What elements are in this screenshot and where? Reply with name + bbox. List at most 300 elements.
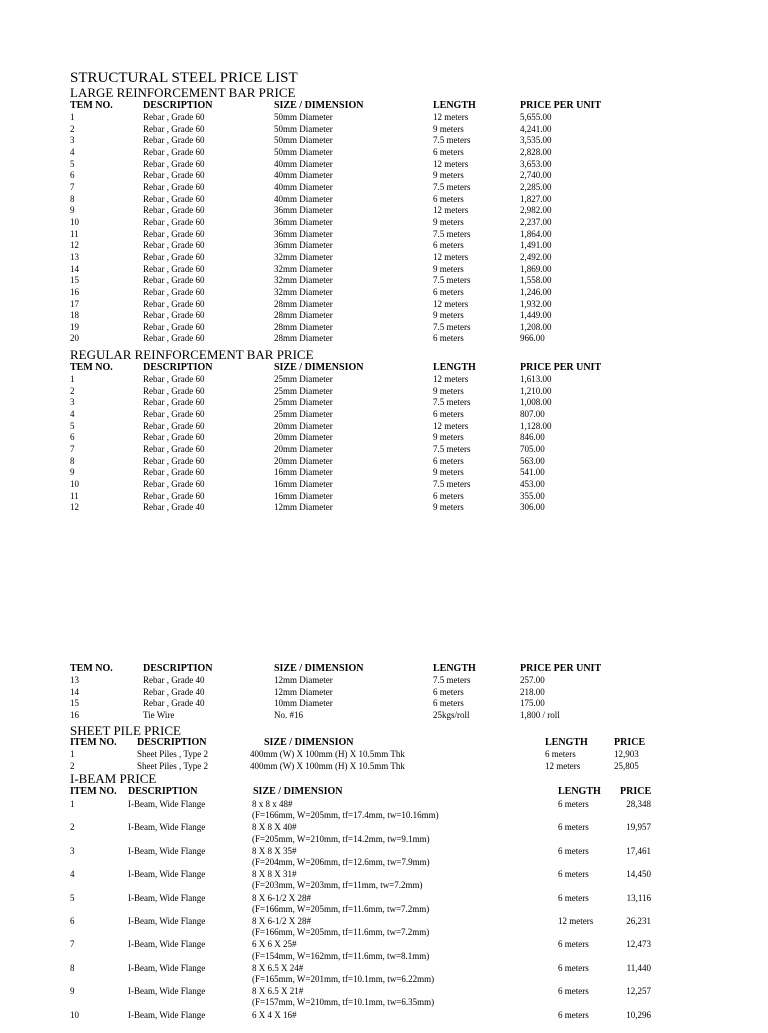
cell-length: 7.5 meters — [433, 321, 471, 332]
cell-item-no: 2 — [70, 760, 75, 771]
cell-description: Sheet Piles , Type 2 — [137, 749, 208, 759]
table-row — [70, 822, 654, 845]
cell-size: 16mm Diameter — [274, 478, 333, 489]
cell-size: 20mm Diameter — [274, 432, 333, 443]
cell-price: 563.00 — [520, 455, 545, 466]
cell-item-no: 8 — [70, 962, 75, 973]
cell-description: Rebar , Grade 60 — [143, 455, 205, 466]
cell-length: 7.5 meters — [433, 135, 471, 146]
cell-description: Rebar , Grade 60 — [143, 420, 205, 431]
cell-size: 50mm Diameter — [274, 135, 333, 146]
cell-item-no: 1 — [70, 749, 75, 759]
table-row — [70, 252, 630, 264]
cell-description: Rebar , Grade 60 — [143, 158, 205, 169]
cell-size: 40mm Diameter — [274, 193, 333, 204]
cell-item-no: 6 — [70, 915, 75, 926]
col-description: DESCRIPTION — [137, 737, 207, 748]
cell-price: 4,241.00 — [520, 123, 552, 134]
cell-length: 12 meters — [433, 112, 469, 122]
large-rebar-table — [70, 100, 630, 345]
table-row — [70, 159, 630, 171]
table-row — [70, 1010, 654, 1033]
section-heading-large-rebar: LARGE REINFORCEMENT BAR PRICE — [70, 85, 296, 100]
cell-price: 26,231 — [626, 915, 651, 926]
cell-size: 20mm Diameter — [274, 443, 333, 454]
cell-item-no: 17 — [70, 298, 79, 309]
cell-size: 32mm Diameter — [274, 251, 333, 262]
cell-price: 25,805 — [614, 760, 639, 771]
table-row — [70, 112, 630, 124]
cell-price: 1,008.00 — [520, 397, 552, 408]
cell-size: 25mm Diameter — [274, 408, 333, 419]
table-row — [70, 386, 630, 398]
col-length: LENGTH — [433, 663, 476, 674]
cell-item-no: 4 — [70, 869, 75, 880]
cell-size: 32mm Diameter — [274, 275, 333, 286]
col-size: SIZE / DIMENSION — [253, 786, 343, 797]
cell-size: 8 X 6.5 X 24# — [252, 962, 304, 973]
table-row — [70, 397, 630, 409]
cell-item-no: 12 — [70, 502, 79, 513]
cell-description: Rebar , Grade 60 — [143, 216, 205, 227]
cell-description: Rebar , Grade 60 — [143, 333, 205, 344]
table-row — [70, 698, 630, 710]
cell-price: 1,128.00 — [520, 420, 552, 431]
table-row — [70, 240, 630, 252]
cell-size-detail: (F=205mm, W=210mm, tf=14.2mm, tw=9.1mm) — [252, 833, 430, 844]
section-heading-sheet-pile: SHEET PILE PRICE — [70, 723, 181, 738]
i-beam-table — [70, 786, 654, 1033]
cell-item-no: 13 — [70, 675, 79, 685]
cell-price: 355.00 — [520, 490, 545, 501]
col-length: LENGTH — [558, 786, 601, 797]
table-row — [70, 322, 630, 334]
table-row — [70, 170, 630, 182]
section-heading-regular-rebar: REGULAR REINFORCEMENT BAR PRICE — [70, 347, 314, 362]
cell-length: 9 meters — [433, 432, 464, 443]
cell-length: 12 meters — [433, 420, 469, 431]
cell-price: 12,903 — [614, 749, 639, 759]
cell-size: 20mm Diameter — [274, 420, 333, 431]
cell-length: 6 meters — [433, 408, 464, 419]
cell-description: Rebar , Grade 60 — [143, 478, 205, 489]
col-description: DESCRIPTION — [128, 786, 198, 797]
cell-item-no: 18 — [70, 310, 79, 321]
table-row — [70, 194, 630, 206]
cell-size: 6 X 6 X 25# — [252, 939, 297, 950]
cell-size: 8 X 8 X 31# — [252, 869, 297, 880]
cell-description: Rebar , Grade 60 — [143, 170, 205, 181]
cell-description: Rebar , Grade 60 — [143, 490, 205, 501]
cell-size: 40mm Diameter — [274, 158, 333, 169]
cell-item-no: 12 — [70, 240, 79, 251]
cell-length: 6 meters — [433, 686, 464, 697]
table-body — [70, 798, 654, 1033]
cell-item-no: 16 — [70, 286, 79, 297]
cell-description: Rebar , Grade 60 — [143, 432, 205, 443]
cell-size: 28mm Diameter — [274, 321, 333, 332]
table-row — [70, 310, 630, 322]
table-row — [70, 467, 630, 479]
cell-description: Rebar , Grade 60 — [143, 263, 205, 274]
table-row — [70, 749, 660, 761]
cell-length: 6 meters — [545, 749, 576, 759]
cell-description: Rebar , Grade 60 — [143, 181, 205, 192]
col-price: PRICE PER UNIT — [520, 663, 602, 674]
cell-description: I-Beam, Wide Flange — [128, 845, 206, 856]
cell-price: 1,800 / roll — [520, 709, 560, 720]
col-item-no: ITEM NO. — [70, 737, 117, 748]
cell-size-detail: (F=166mm, W=205mm, tf=11.6mm, tw=7.2mm) — [252, 903, 430, 914]
cell-size: 8 X 6-1/2 X 28# — [252, 915, 311, 926]
table-header — [70, 663, 630, 675]
cell-price: 218.00 — [520, 686, 545, 697]
cell-description: Rebar , Grade 60 — [143, 135, 205, 146]
cell-length: 6 meters — [558, 822, 589, 833]
col-length: LENGTH — [545, 737, 588, 748]
cell-price: 1,613.00 — [520, 374, 552, 384]
sheet-pile-table — [70, 737, 660, 772]
cell-price: 28,348 — [626, 799, 651, 809]
regular-rebar-table — [70, 362, 630, 514]
cell-description: Rebar , Grade 60 — [143, 286, 205, 297]
col-item-no: ITEM NO. — [70, 786, 117, 797]
cell-length: 6 meters — [558, 939, 589, 950]
cell-item-no: 20 — [70, 333, 79, 344]
table-header — [70, 100, 630, 112]
cell-item-no: 9 — [70, 467, 75, 478]
col-price: PRICE PER UNIT — [520, 362, 602, 373]
cell-size: 40mm Diameter — [274, 181, 333, 192]
table-row — [70, 963, 654, 986]
cell-price: 1,558.00 — [520, 275, 552, 286]
cell-description: Rebar , Grade 60 — [143, 443, 205, 454]
cell-size: 32mm Diameter — [274, 263, 333, 274]
cell-item-no: 14 — [70, 263, 79, 274]
table-row — [70, 846, 654, 869]
cell-description: Rebar , Grade 60 — [143, 240, 205, 251]
cell-description: I-Beam, Wide Flange — [128, 962, 206, 973]
col-size: SIZE / DIMENSION — [274, 100, 364, 111]
table-row — [70, 264, 630, 276]
cell-length: 9 meters — [433, 216, 464, 227]
cell-price: 541.00 — [520, 467, 545, 478]
cell-item-no: 16 — [70, 709, 79, 720]
col-length: LENGTH — [433, 362, 476, 373]
cell-size-detail: (F=157mm, W=210mm, tf=10.1mm, tw=6.35mm) — [252, 997, 435, 1008]
cell-length: 9 meters — [433, 385, 464, 396]
cell-size-detail: (F=166mm, W=205mm, tf=11.6mm, tw=7.2mm) — [252, 927, 430, 938]
table-row — [70, 710, 630, 722]
col-size: SIZE / DIMENSION — [264, 737, 354, 748]
cell-description: Rebar , Grade 60 — [143, 112, 205, 122]
cell-length: 6 meters — [433, 455, 464, 466]
cell-item-no: 8 — [70, 455, 75, 466]
cell-size: 8 X 8 X 40# — [252, 822, 297, 833]
cell-price: 1,869.00 — [520, 263, 552, 274]
table-row — [70, 687, 630, 699]
cell-price: 12,257 — [626, 986, 651, 997]
cell-description: Rebar , Grade 60 — [143, 321, 205, 332]
cell-item-no: 7 — [70, 939, 75, 950]
cell-length: 6 meters — [433, 240, 464, 251]
cell-size: 25mm Diameter — [274, 385, 333, 396]
cell-price: 2,982.00 — [520, 205, 552, 216]
cell-description: I-Beam, Wide Flange — [128, 822, 206, 833]
cell-length: 12 meters — [433, 298, 469, 309]
cell-description: Rebar , Grade 60 — [143, 123, 205, 134]
cell-item-no: 4 — [70, 146, 75, 157]
table-row — [70, 939, 654, 962]
col-length: LENGTH — [433, 100, 476, 111]
cell-size: 16mm Diameter — [274, 467, 333, 478]
cell-price: 257.00 — [520, 675, 545, 685]
col-price: PRICE — [620, 786, 652, 797]
cell-item-no: 7 — [70, 181, 75, 192]
cell-size-detail: (F=203mm, W=203mm, tf=11mm, tw=7.2mm) — [252, 880, 423, 891]
col-description: DESCRIPTION — [143, 362, 213, 373]
cell-description: Rebar , Grade 60 — [143, 205, 205, 216]
cell-size: No. #16 — [274, 709, 303, 720]
cell-length: 6 meters — [558, 845, 589, 856]
table-row — [70, 229, 630, 241]
table-row — [70, 893, 654, 916]
table-body — [70, 374, 630, 514]
cell-length: 9 meters — [433, 263, 464, 274]
cell-item-no: 3 — [70, 845, 75, 856]
table-row — [70, 374, 630, 386]
table-row — [70, 916, 654, 939]
cell-price: 2,492.00 — [520, 251, 552, 262]
page-title: STRUCTURAL STEEL PRICE LIST — [70, 70, 298, 86]
cell-item-no: 2 — [70, 123, 75, 134]
cell-item-no: 10 — [70, 216, 79, 227]
cell-description: I-Beam, Wide Flange — [128, 869, 206, 880]
table-body — [70, 112, 630, 345]
col-price: PRICE PER UNIT — [520, 100, 602, 111]
cell-item-no: 5 — [70, 158, 75, 169]
table-row — [70, 205, 630, 217]
cell-description: Rebar , Grade 60 — [143, 228, 205, 239]
cell-size: 28mm Diameter — [274, 310, 333, 321]
cell-item-no: 2 — [70, 385, 75, 396]
cell-price: 175.00 — [520, 698, 545, 709]
cell-length: 12 meters — [433, 158, 469, 169]
cell-size: 12mm Diameter — [274, 686, 333, 697]
cell-item-no: 6 — [70, 432, 75, 443]
table-row — [70, 479, 630, 491]
cell-price: 1,864.00 — [520, 228, 552, 239]
cell-item-no: 3 — [70, 135, 75, 146]
cell-item-no: 7 — [70, 443, 75, 454]
cell-length: 6 meters — [433, 698, 464, 709]
table-row — [70, 217, 630, 229]
table-row — [70, 986, 654, 1009]
col-item-no: TEM NO. — [70, 100, 113, 111]
cell-length: 25kgs/roll — [433, 709, 470, 720]
cell-size: 36mm Diameter — [274, 240, 333, 251]
table-row — [70, 491, 630, 503]
cell-price: 11,440 — [626, 962, 651, 973]
cell-price: 306.00 — [520, 502, 545, 513]
cell-size: 25mm Diameter — [274, 397, 333, 408]
cell-item-no: 1 — [70, 112, 75, 122]
cell-size: 8 x 8 x 48# — [252, 799, 293, 809]
cell-length: 9 meters — [433, 502, 464, 513]
cell-length: 6 meters — [433, 146, 464, 157]
cell-length: 7.5 meters — [433, 675, 471, 685]
table-row — [70, 135, 630, 147]
cell-description: Sheet Piles , Type 2 — [137, 760, 208, 771]
cell-price: 1,208.00 — [520, 321, 552, 332]
table-row — [70, 147, 630, 159]
table-row — [70, 182, 630, 194]
cell-length: 9 meters — [433, 467, 464, 478]
cell-length: 6 meters — [433, 490, 464, 501]
cell-price: 2,237.00 — [520, 216, 552, 227]
cell-length: 12 meters — [433, 251, 469, 262]
cell-size-detail: (F=204mm, W=206mm, tf=12.6mm, tw=7.9mm) — [252, 856, 430, 867]
col-price: PRICE — [614, 737, 646, 748]
cell-item-no: 15 — [70, 275, 79, 286]
cell-description: I-Beam, Wide Flange — [128, 892, 206, 903]
cell-item-no: 19 — [70, 321, 79, 332]
table-row — [70, 432, 630, 444]
table-row — [70, 299, 630, 311]
cell-item-no: 8 — [70, 193, 75, 204]
cell-price: 13,116 — [626, 892, 651, 903]
cell-price: 705.00 — [520, 443, 545, 454]
cell-price: 10,296 — [626, 1009, 651, 1020]
table-row — [70, 444, 630, 456]
cell-description: Rebar , Grade 60 — [143, 408, 205, 419]
cell-length: 12 meters — [433, 205, 469, 216]
cell-price: 3,535.00 — [520, 135, 552, 146]
cell-item-no: 2 — [70, 822, 75, 833]
cell-size: 50mm Diameter — [274, 112, 333, 122]
table-row — [70, 869, 654, 892]
col-size: SIZE / DIMENSION — [274, 362, 364, 373]
cell-item-no: 3 — [70, 397, 75, 408]
table-row — [70, 675, 630, 687]
cell-description: Rebar , Grade 60 — [143, 467, 205, 478]
cell-price: 1,932.00 — [520, 298, 552, 309]
cell-length: 6 meters — [558, 799, 589, 809]
cell-length: 9 meters — [433, 310, 464, 321]
cell-length: 6 meters — [558, 962, 589, 973]
col-description: DESCRIPTION — [143, 100, 213, 111]
cell-length: 7.5 meters — [433, 478, 471, 489]
table-body — [70, 675, 630, 722]
cell-size: 400mm (W) X 100mm (H) X 10.5mm Thk — [250, 760, 405, 771]
table-row — [70, 275, 630, 287]
cell-item-no: 10 — [70, 478, 79, 489]
cell-length: 7.5 meters — [433, 397, 471, 408]
table-row — [70, 421, 630, 433]
cell-price: 5,655.00 — [520, 112, 552, 122]
table-row — [70, 456, 630, 468]
cell-size: 400mm (W) X 100mm (H) X 10.5mm Thk — [250, 749, 405, 759]
table-row — [70, 124, 630, 136]
cell-size: 28mm Diameter — [274, 333, 333, 344]
cell-length: 12 meters — [558, 915, 594, 926]
cell-price: 1,449.00 — [520, 310, 552, 321]
cell-price: 966.00 — [520, 333, 545, 344]
cell-description: Rebar , Grade 60 — [143, 298, 205, 309]
cell-size: 28mm Diameter — [274, 298, 333, 309]
cell-description: I-Beam, Wide Flange — [128, 939, 206, 950]
cell-description: Rebar , Grade 60 — [143, 385, 205, 396]
cell-description: Rebar , Grade 60 — [143, 374, 205, 384]
cell-length: 6 meters — [558, 869, 589, 880]
cell-length: 7.5 meters — [433, 275, 471, 286]
cell-price: 3,653.00 — [520, 158, 552, 169]
cell-description: Rebar , Grade 40 — [143, 502, 205, 513]
cell-length: 7.5 meters — [433, 443, 471, 454]
cell-size: 6 X 4 X 16# — [252, 1009, 297, 1020]
col-size: SIZE / DIMENSION — [274, 663, 364, 674]
table-row — [70, 287, 630, 299]
cell-description: Rebar , Grade 40 — [143, 675, 205, 685]
cell-item-no: 5 — [70, 420, 75, 431]
cell-price: 17,461 — [626, 845, 651, 856]
cell-price: 846.00 — [520, 432, 545, 443]
cell-price: 12,473 — [626, 939, 651, 950]
cell-length: 9 meters — [433, 123, 464, 134]
cell-length: 6 meters — [433, 286, 464, 297]
cell-item-no: 5 — [70, 892, 75, 903]
cell-size: 40mm Diameter — [274, 170, 333, 181]
table-header — [70, 362, 630, 374]
cell-length: 12 meters — [433, 374, 469, 384]
cell-size: 12mm Diameter — [274, 675, 333, 685]
cell-size-detail: (F=165mm, W=201mm, tf=10.1mm, tw=6.22mm) — [252, 973, 435, 984]
cell-description: Rebar , Grade 60 — [143, 310, 205, 321]
cell-length: 9 meters — [433, 170, 464, 181]
cell-item-no: 4 — [70, 408, 75, 419]
cell-size: 12mm Diameter — [274, 502, 333, 513]
table-row — [70, 502, 630, 514]
cell-description: I-Beam, Wide Flange — [128, 799, 206, 809]
cell-item-no: 9 — [70, 986, 75, 997]
cell-price: 19,957 — [626, 822, 651, 833]
table-row — [70, 761, 660, 773]
col-item-no: TEM NO. — [70, 663, 113, 674]
cell-size: 8 X 8 X 35# — [252, 845, 297, 856]
cell-size: 36mm Diameter — [274, 205, 333, 216]
cell-description: Tie Wire — [143, 709, 175, 720]
col-item-no: TEM NO. — [70, 362, 113, 373]
cell-description: I-Beam, Wide Flange — [128, 986, 206, 997]
cell-description: Rebar , Grade 60 — [143, 251, 205, 262]
cell-item-no: 11 — [70, 228, 79, 239]
cell-price: 807.00 — [520, 408, 545, 419]
cell-description: I-Beam, Wide Flange — [128, 1009, 206, 1020]
cell-size: 36mm Diameter — [274, 228, 333, 239]
cell-item-no: 15 — [70, 698, 79, 709]
cell-size: 50mm Diameter — [274, 123, 333, 134]
cell-price: 1,491.00 — [520, 240, 552, 251]
cell-description: Rebar , Grade 60 — [143, 275, 205, 286]
cell-description: Rebar , Grade 60 — [143, 146, 205, 157]
cell-price: 1,827.00 — [520, 193, 552, 204]
cell-price: 1,246.00 — [520, 286, 552, 297]
cell-length: 6 meters — [558, 986, 589, 997]
cell-price: 1,210.00 — [520, 385, 552, 396]
cell-length: 7.5 meters — [433, 228, 471, 239]
cell-price: 2,828.00 — [520, 146, 552, 157]
cell-size: 25mm Diameter — [274, 374, 333, 384]
